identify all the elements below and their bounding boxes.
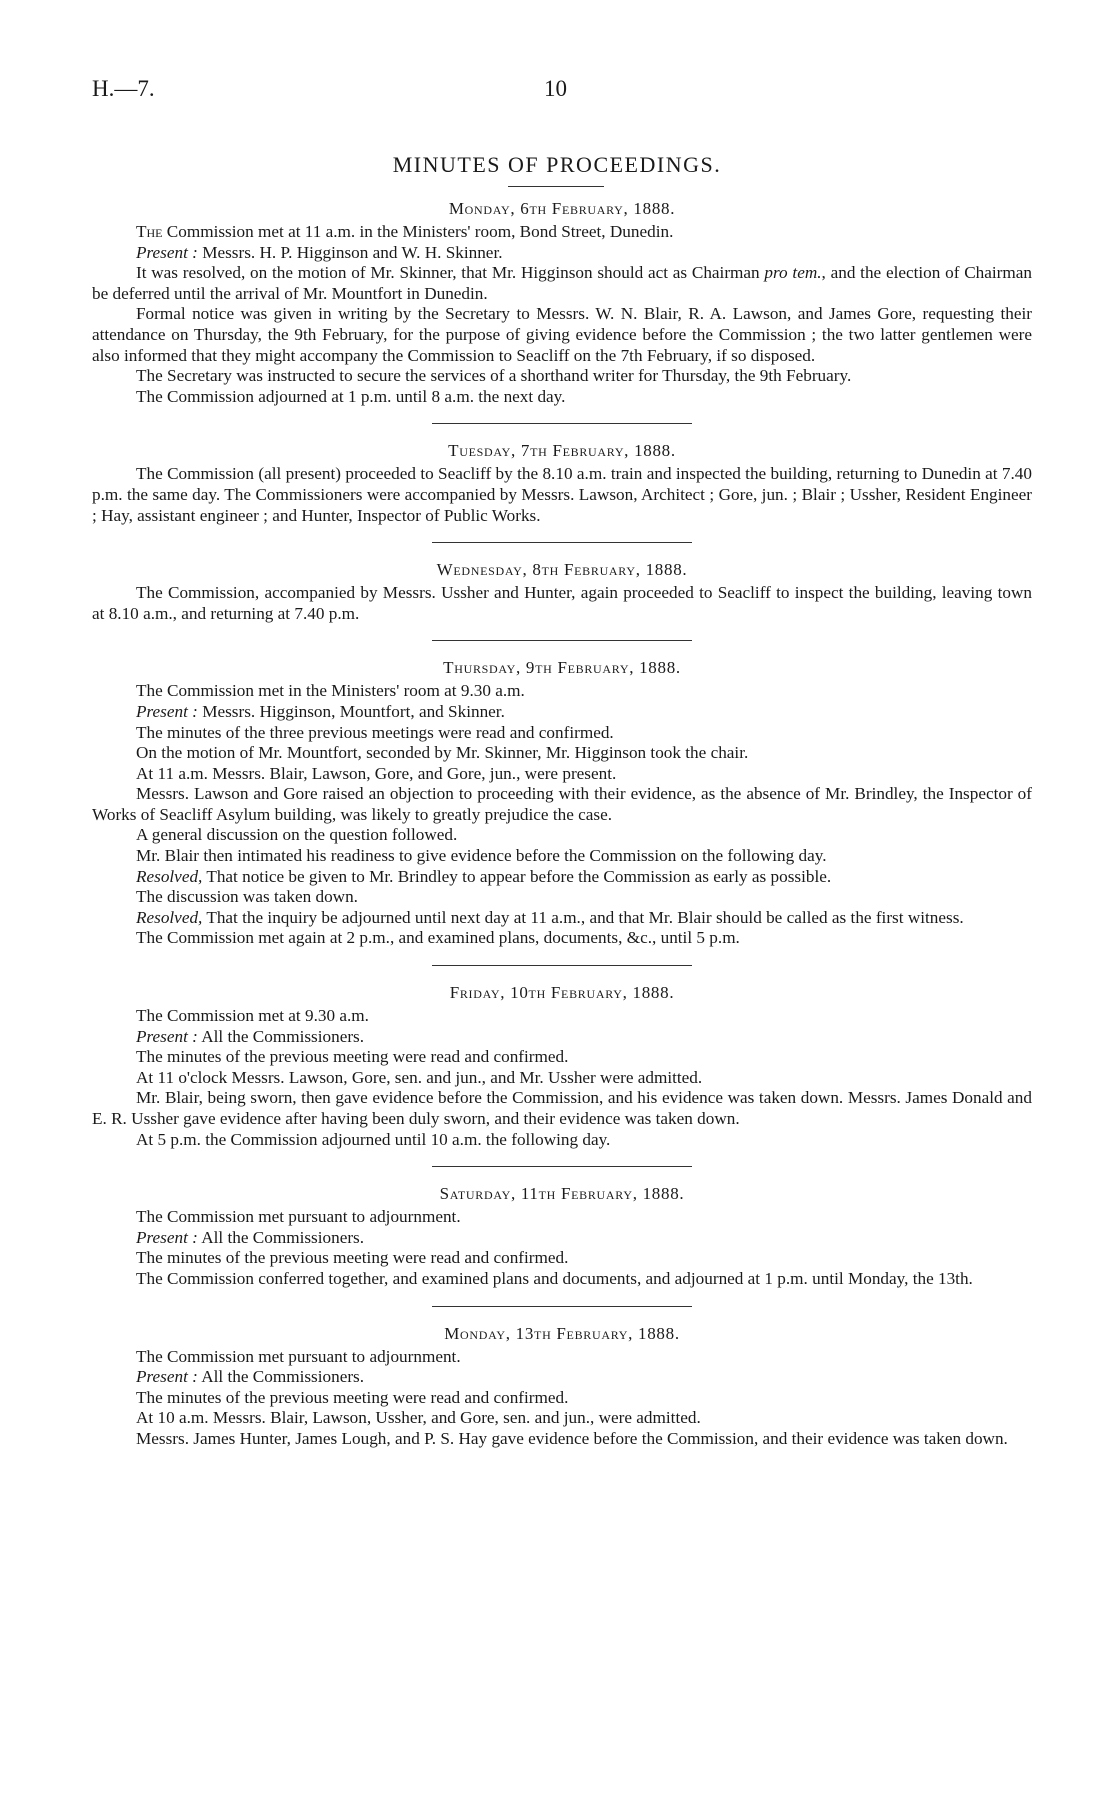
minutes-paragraph: The Commission (all present) proceeded to Seacliff by the 8.10 a.m. train and inspected the building, returning to Dunedin at 7.40 p.m. the same day. The Commissioners were accompanied by Messrs. Lawson, Architect ; Gore, jun. ; Blair ; Ussher, Resident Engineer ; Hay, assistant engineer ; and Hunter, Inspector of Public Works. — [92, 464, 1032, 525]
minutes-paragraph: A general discussion on the question followed. — [136, 825, 458, 845]
section-divider — [432, 1166, 692, 1167]
paragraph-text: , and the election of Chairman be deferred until the arrival of Mr. Mountfort in Dunedin. — [92, 263, 1032, 303]
minutes-paragraph: The Commission conferred together, and examined plans and documents, and adjourned at 1 p.m. until Monday, the 13th. — [136, 1268, 973, 1288]
minutes-section — [92, 1183, 1032, 1289]
section-date: Thursday, 9th February, 1888. — [443, 658, 681, 678]
minutes-paragraph: The minutes of the previous meeting were read and confirmed. — [136, 1047, 569, 1067]
minutes-section — [92, 198, 1032, 407]
paragraph-text: That notice be given to Mr. Brindley to appear before the Commission as early as possible. — [202, 866, 832, 886]
minutes-paragraph: The Commission adjourned at 1 p.m. until 8 a.m. the next day. — [136, 386, 566, 406]
minutes-paragraph: The Commission, accompanied by Messrs. Ussher and Hunter, again proceeded to Seacliff to inspect the building, leaving town at 8.10 a.m., and returning at 7.40 p.m. — [92, 583, 1032, 623]
italic-label: Present : — [136, 701, 198, 721]
minutes-paragraph: The minutes of the three previous meetings were read and confirmed. — [136, 722, 614, 742]
page-title: MINUTES OF PROCEEDINGS. — [392, 152, 722, 177]
minutes-paragraph: The Commission met in the Ministers' room at 9.30 a.m. — [136, 681, 525, 701]
minutes-paragraph: The Commission met pursuant to adjournment. — [136, 1207, 461, 1227]
paragraph-text: All the Commissioners. — [197, 1227, 365, 1247]
section-divider — [432, 640, 692, 641]
minutes-paragraph — [92, 263, 1032, 304]
minutes-section — [92, 657, 1032, 949]
section-divider — [432, 542, 692, 543]
minutes-paragraph: On the motion of Mr. Mountfort, seconded by Mr. Skinner, Mr. Higginson took the chair. — [136, 743, 749, 763]
page-number: 10 — [544, 76, 567, 101]
italic-label: Present : — [136, 1227, 198, 1247]
minutes-paragraph: The Commission met again at 2 p.m., and examined plans, documents, &c., until 5 p.m. — [136, 928, 740, 948]
minutes-paragraph: At 11 a.m. Messrs. Blair, Lawson, Gore, and Gore, jun., were present. — [136, 763, 617, 783]
minutes-section — [92, 1323, 1032, 1450]
page-header — [92, 76, 1022, 106]
minutes-paragraph: At 10 a.m. Messrs. Blair, Lawson, Ussher, and Gore, sen. and jun., were admitted. — [136, 1408, 701, 1428]
section-date: Monday, 6th February, 1888. — [448, 199, 676, 218]
italic-label: Present : — [136, 1367, 198, 1387]
minutes-paragraph: Mr. Blair then intimated his readiness to give evidence before the Commission on the following day. — [136, 846, 827, 866]
minutes-paragraph: The minutes of the previous meeting were read and confirmed. — [136, 1248, 569, 1268]
minutes-paragraph — [92, 908, 1032, 929]
paragraph-text: It was resolved, on the motion of Mr. Skinner, that Mr. Higginson should act as Chairman — [136, 263, 765, 283]
minutes-paragraph: At 5 p.m. the Commission adjourned until 10 a.m. the following day. — [136, 1129, 611, 1149]
minutes-paragraph: The Commission met at 9.30 a.m. — [136, 1006, 369, 1026]
paragraph-text: All the Commissioners. — [197, 1026, 365, 1046]
minutes-body — [92, 196, 1032, 1450]
italic-label: Present : — [136, 242, 198, 262]
paragraph-text: Commission met at 11 a.m. in the Ministers' room, Bond Street, Dunedin. — [162, 222, 674, 241]
section-date: Saturday, 11th February, 1888. — [439, 1184, 685, 1204]
italic-label: Resolved, — [136, 866, 203, 886]
minutes-paragraph: Messrs. Lawson and Gore raised an objection to proceeding with their evidence, as the absence of Mr. Brindley, the Inspector of Works of Seacliff Asylum building, was likely to greatly prejudice the case. — [92, 784, 1032, 824]
minutes-paragraph — [92, 867, 1032, 888]
italic-phrase: pro tem. — [764, 263, 822, 283]
italic-label: Present : — [136, 1026, 198, 1046]
minutes-section — [92, 982, 1032, 1150]
minutes-paragraph: At 11 o'clock Messrs. Lawson, Gore, sen. and jun., and Mr. Ussher were admitted. — [136, 1067, 703, 1087]
lead-word: The — [136, 222, 163, 241]
minutes-paragraph: Messrs. James Hunter, James Lough, and P. S. Hay gave evidence before the Commission, and their evidence was taken down. — [136, 1428, 1008, 1448]
minutes-paragraph — [92, 1367, 1032, 1388]
section-date: Friday, 10th February, 1888. — [449, 983, 675, 1003]
paragraph-text: Messrs. Higginson, Mountfort, and Skinner. — [197, 701, 505, 721]
paragraph-text: That the inquiry be adjourned until next day at 11 a.m., and that Mr. Blair should be called as the first witness. — [202, 907, 964, 927]
section-divider — [432, 423, 692, 424]
minutes-section — [92, 440, 1032, 526]
minutes-paragraph: Formal notice was given in writing by the Secretary to Messrs. W. N. Blair, R. A. Lawson, and James Gore, requesting their attendance on Thursday, the 9th February, for the purpose of giving evidence before the Commission ; the two latter gentlemen were also informed that they might accompany the Commission to Seacliff on the 7th February, if so disposed. — [92, 304, 1032, 365]
section-divider — [432, 1306, 692, 1307]
minutes-section — [92, 559, 1032, 624]
minutes-paragraph: Mr. Blair, being sworn, then gave evidence before the Commission, and his evidence was taken down. Messrs. James Donald and E. R. Ussher gave evidence after having been duly sworn, and their evidence was taken down. — [92, 1088, 1032, 1128]
minutes-paragraph: The Commission met pursuant to adjournment. — [136, 1346, 461, 1366]
paragraph-text: All the Commissioners. — [197, 1367, 365, 1387]
minutes-paragraph — [92, 702, 1032, 723]
paper-reference: H.—7. — [92, 76, 155, 101]
minutes-paragraph: The discussion was taken down. — [136, 887, 358, 907]
section-date: Monday, 13th February, 1888. — [444, 1323, 680, 1343]
section-date: Tuesday, 7th February, 1888. — [448, 441, 676, 461]
minutes-paragraph — [92, 1027, 1032, 1048]
minutes-paragraph: The minutes of the previous meeting were read and confirmed. — [136, 1387, 569, 1407]
minutes-paragraph: The Secretary was instructed to secure the services of a shorthand writer for Thursday, the 9th February. — [136, 366, 852, 386]
section-date: Wednesday, 8th February, 1888. — [436, 560, 688, 580]
minutes-paragraph — [92, 222, 1032, 243]
minutes-paragraph — [92, 243, 1032, 264]
title-rule — [508, 186, 604, 187]
italic-label: Resolved, — [136, 907, 203, 927]
minutes-paragraph — [92, 1228, 1032, 1249]
paragraph-text: Messrs. H. P. Higginson and W. H. Skinner. — [197, 242, 503, 262]
section-divider — [432, 965, 692, 966]
